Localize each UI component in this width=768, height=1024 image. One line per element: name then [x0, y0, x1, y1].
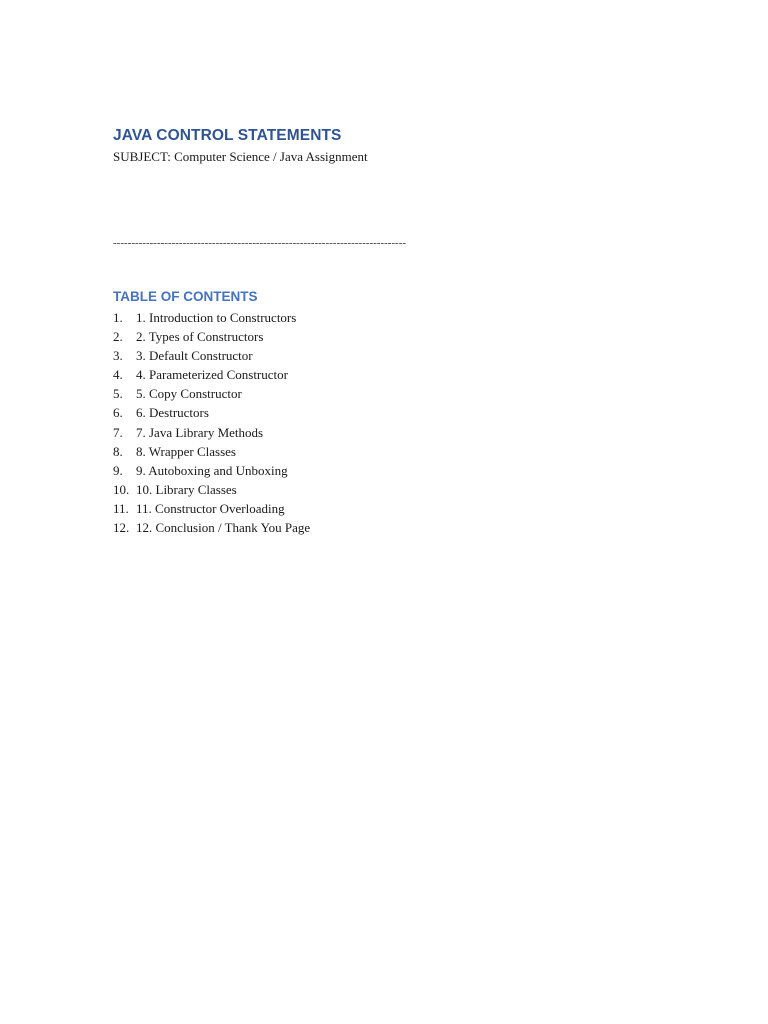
toc-item: [113, 423, 673, 442]
toc-heading: TABLE OF CONTENTS: [113, 289, 258, 304]
toc-item-number: 10.: [113, 481, 130, 497]
toc-item-number: 2.: [113, 329, 123, 345]
toc-item-number: 4.: [113, 367, 123, 383]
document-title: JAVA CONTROL STATEMENTS: [113, 127, 342, 144]
toc-item-text: 12. Conclusion / Thank You Page: [136, 520, 311, 536]
toc-item-number: 1.: [113, 310, 123, 325]
toc-list: [113, 308, 673, 537]
toc-item: [113, 461, 673, 480]
toc-item: [113, 518, 673, 537]
toc-item: [113, 403, 673, 422]
toc-item-number: 9.: [113, 462, 123, 478]
toc-item: [113, 346, 673, 365]
toc-item: [113, 384, 673, 403]
toc-item-text: 5. Copy Constructor: [136, 386, 242, 402]
toc-item-number: 12.: [113, 520, 130, 536]
toc-item-number: 11.: [113, 500, 129, 516]
divider-line: --------------------------------------------------------------------------------: [113, 237, 407, 249]
toc-item: [113, 365, 673, 384]
toc-item-number: 5.: [113, 386, 123, 402]
toc-item: [113, 480, 673, 499]
toc-item-text: 7. Java Library Methods: [136, 424, 264, 440]
toc-item-text: 9. Autoboxing and Unboxing: [136, 462, 288, 478]
toc-item-text: 11. Constructor Overloading: [136, 500, 285, 516]
toc-item-text: 2. Types of Constructors: [136, 329, 264, 345]
toc-item: [113, 327, 673, 346]
toc-item-text: 4. Parameterized Constructor: [136, 367, 288, 383]
toc-item-number: 3.: [113, 348, 123, 364]
toc-item-number: 8.: [113, 443, 123, 459]
toc-item: [113, 499, 673, 518]
toc-item-text: 6. Destructors: [136, 405, 209, 421]
toc-item-text: 1. Introduction to Constructors: [136, 310, 297, 325]
toc-item: [113, 308, 673, 327]
toc-item-text: 8. Wrapper Classes: [136, 443, 236, 459]
toc-item-number: 6.: [113, 405, 123, 421]
toc-item: [113, 442, 673, 461]
toc-item-text: 3. Default Constructor: [136, 348, 253, 364]
toc-item-number: 7.: [113, 424, 123, 440]
document-subject: SUBJECT: Computer Science / Java Assignment: [113, 149, 368, 164]
toc-item-text: 10. Library Classes: [136, 481, 237, 497]
document-page: [113, 126, 673, 537]
